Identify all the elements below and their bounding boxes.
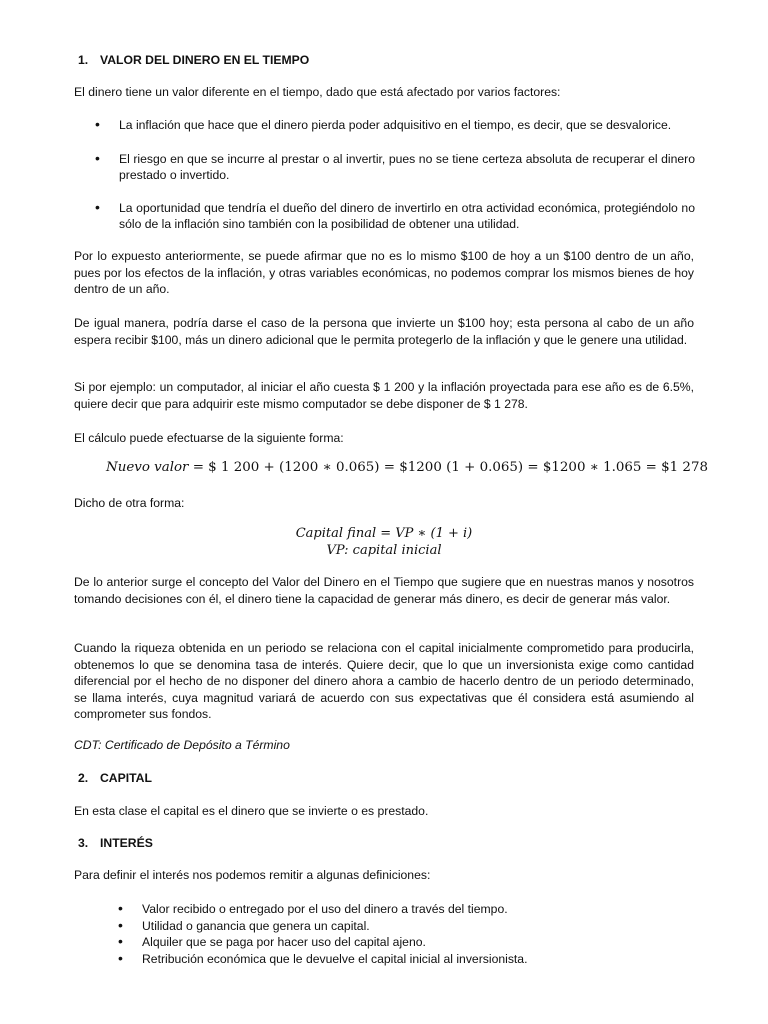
section-1-number: 1. [78,53,89,67]
paragraph-concept: De lo anterior surge el concepto del Valor del Dinero en el Tiempo que sugiere que en nuestras manos y nosotros tomando decisiones con él, el dinero tiene la capacidad de generar más dinero, es decir de generar más valor. [74,575,694,606]
calculation-intro: El cálculo puede efectuarse de la siguiente forma: [74,431,344,445]
section-2-text: En esta clase el capital es el dinero que se invierte o es prestado. [74,804,429,818]
section-1-title: VALOR DEL DINERO EN EL TIEMPO [100,53,310,67]
list-item [118,934,698,951]
list-item [95,117,695,134]
paragraph-inflation: Por lo expuesto anteriormente, se puede afirmar que no es lo mismo $100 de hoy a un $100 dentro de un año, pues por los efectos de la inflación, y otras variables económicas, no podemos comprar los mismos bienes de hoy dentro de un año. [74,249,694,296]
bullet-icon: • [118,916,123,933]
list-item-text: Alquiler que se paga por hacer uso del capital ajeno. [142,935,426,949]
bullet-icon: • [118,949,123,966]
list-item-text: Retribución económica que le devuelve el capital inicial al inversionista. [142,951,528,966]
other-form-label: Dicho de otra forma: [74,496,185,510]
formula-line-1: Capital final = VP ∗ (1 + i) [295,526,473,541]
formula-line-2: VP: capital inicial [326,543,442,558]
list-item [118,901,698,918]
bullet-icon: • [118,933,123,949]
section-1-heading [74,52,694,69]
list-item [95,200,695,233]
section-1-bullet-list [95,117,695,233]
list-item-text: El riesgo en que se incurre al prestar o al invertir, pues no se tiene certeza absoluta de recuperar el dinero prestado o invertido. [119,151,695,182]
paragraph-interest-rate: Cuando la riqueza obtenida en un periodo se relaciona con el capital inicialmente comprometido para producirla, obtenemos lo que se denomina tasa de interés. Quiere decir, que lo que un inversionista exige como cantidad diferencial por el hecho de no disponer del dinero ahora a cambio de hacerlo dentro de un periodo determinado, se llama interés, cuya magnitud variará de acuerdo con sus expectativas que él considera está asumiendo al comprometer sus fondos. [74,641,694,721]
list-item-text: La oportunidad que tendría el dueño del dinero de invertirlo en otra actividad económica, protegiéndolo no sólo de la inflación sino también con la posibilidad de obtener una utilidad. [119,200,695,231]
section-3-number: 3. [78,836,89,850]
section-1-intro: El dinero tiene un valor diferente en el tiempo, dado que está afectado por varios factores: [74,85,561,99]
section-3-intro: Para definir el interés nos podemos remitir a algunas definiciones: [74,868,431,882]
cdt-note: CDT: Certificado de Depósito a Término [74,738,290,752]
section-2-title: CAPITAL [100,771,152,785]
list-item [95,151,695,184]
section-3-title: INTERÉS [100,836,153,850]
section-3-bullet-list [118,901,698,967]
list-item-text: Utilidad o ganancia que genera un capital. [142,918,370,933]
formula-rhs: = $ 1 200 + (1200 ∗ 0.065) = $1200 (1 + 0.065) = $1200 ∗ 1.065 = $1 278 [188,460,708,475]
bullet-icon: • [118,900,123,916]
paragraph-example: Si por ejemplo: un computador, al iniciar el año cuesta $ 1 200 y la inflación proyectada para ese año es de 6.5%, quiere decir que para adquirir este mismo computador se debe disponer de $ 1 278. [74,380,694,411]
list-item-text: La inflación que hace que el dinero pierda poder adquisitivo en el tiempo, es decir, que se desvalorice. [119,118,672,132]
section-2-number: 2. [78,771,89,785]
formula-nuevo-valor [106,460,708,475]
list-item [118,918,698,935]
formula-lhs: Nuevo valor [106,460,189,475]
section-2-heading [74,770,694,787]
paragraph-investment: De igual manera, podría darse el caso de la persona que invierte un $100 hoy; esta persona al cabo de un año espera recibir $100, más un dinero adicional que le permita protegerlo de la inflación y que le genere una utilidad. [74,316,694,347]
bullet-icon: • [95,149,100,166]
list-item [118,951,698,968]
list-item-text: Valor recibido o entregado por el uso del dinero a través del tiempo. [142,902,508,916]
bullet-icon: • [95,116,100,132]
formula-capital-final [74,525,694,559]
section-3-heading [74,835,694,852]
bullet-icon: • [95,198,100,215]
